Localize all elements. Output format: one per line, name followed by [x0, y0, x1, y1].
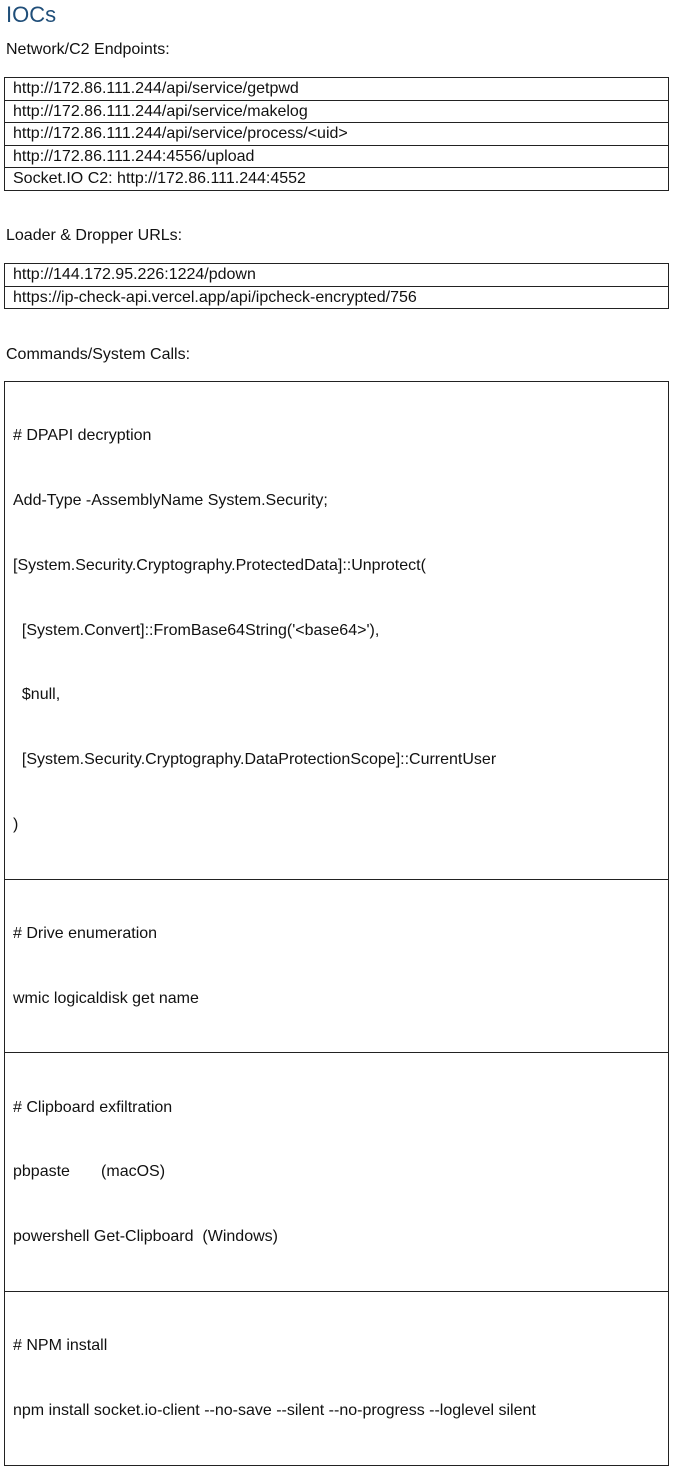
table-row: [5, 78, 669, 101]
table-row: [5, 145, 669, 168]
table-cell: http://172.86.111.244/api/service/process/<uid>: [5, 123, 669, 146]
table-row: [5, 1291, 669, 1465]
code-line: # DPAPI decryption: [13, 427, 152, 445]
code-line: $null,: [13, 686, 61, 704]
table-cell: http://172.86.111.244/api/service/makelog: [5, 100, 669, 123]
command-block-clipboard: [5, 1053, 669, 1292]
code-line: ): [13, 815, 19, 833]
table-row: [5, 286, 669, 309]
command-block-npm-install: [5, 1291, 669, 1465]
network-endpoints-table: [4, 77, 669, 191]
commands-section-label: Commands/System Calls:: [6, 346, 191, 363]
table-cell: https://ip-check-api.vercel.app/api/ipcheck-encrypted/756: [5, 286, 669, 309]
code-line: [System.Convert]::FromBase64String('<base64>'),: [13, 621, 380, 639]
network-section-label: Network/C2 Endpoints:: [6, 41, 170, 58]
code-line: [System.Security.Cryptography.ProtectedData]::Unprotect(: [13, 556, 426, 574]
table-cell: Socket.IO C2: http://172.86.111.244:4552: [5, 168, 669, 191]
code-line: npm install socket.io-client --no-save --silent --no-progress --loglevel silent: [13, 1401, 536, 1419]
code-line: wmic logicaldisk get name: [13, 989, 199, 1007]
table-row: [5, 879, 669, 1053]
code-line: # Drive enumeration: [13, 924, 158, 942]
table-row: [5, 123, 669, 146]
page-title: IOCs: [6, 2, 57, 27]
table-row: [5, 264, 669, 287]
loader-urls-table: [4, 263, 669, 309]
loader-section-label: Loader & Dropper URLs:: [6, 227, 183, 244]
table-cell: http://144.172.95.226:1224/pdown: [5, 264, 669, 287]
commands-table: [4, 381, 669, 1466]
table-row: [5, 100, 669, 123]
code-line: pbpaste (macOS): [13, 1163, 166, 1181]
code-line: [System.Security.Cryptography.DataProtectionScope]::CurrentUser: [13, 751, 497, 769]
table-row: [5, 382, 669, 880]
code-line: powershell Get-Clipboard (Windows): [13, 1228, 278, 1246]
table-row: [5, 168, 669, 191]
command-block-drive-enumeration: [5, 879, 669, 1053]
table-row: [5, 1053, 669, 1292]
code-line: # Clipboard exfiltration: [13, 1098, 173, 1116]
code-line: # NPM install: [13, 1337, 108, 1355]
table-cell: http://172.86.111.244/api/service/getpwd: [5, 78, 669, 101]
table-cell: http://172.86.111.244:4556/upload: [5, 145, 669, 168]
code-line: Add-Type -AssemblyName System.Security;: [13, 491, 328, 509]
command-block-dpapi: [5, 382, 669, 880]
